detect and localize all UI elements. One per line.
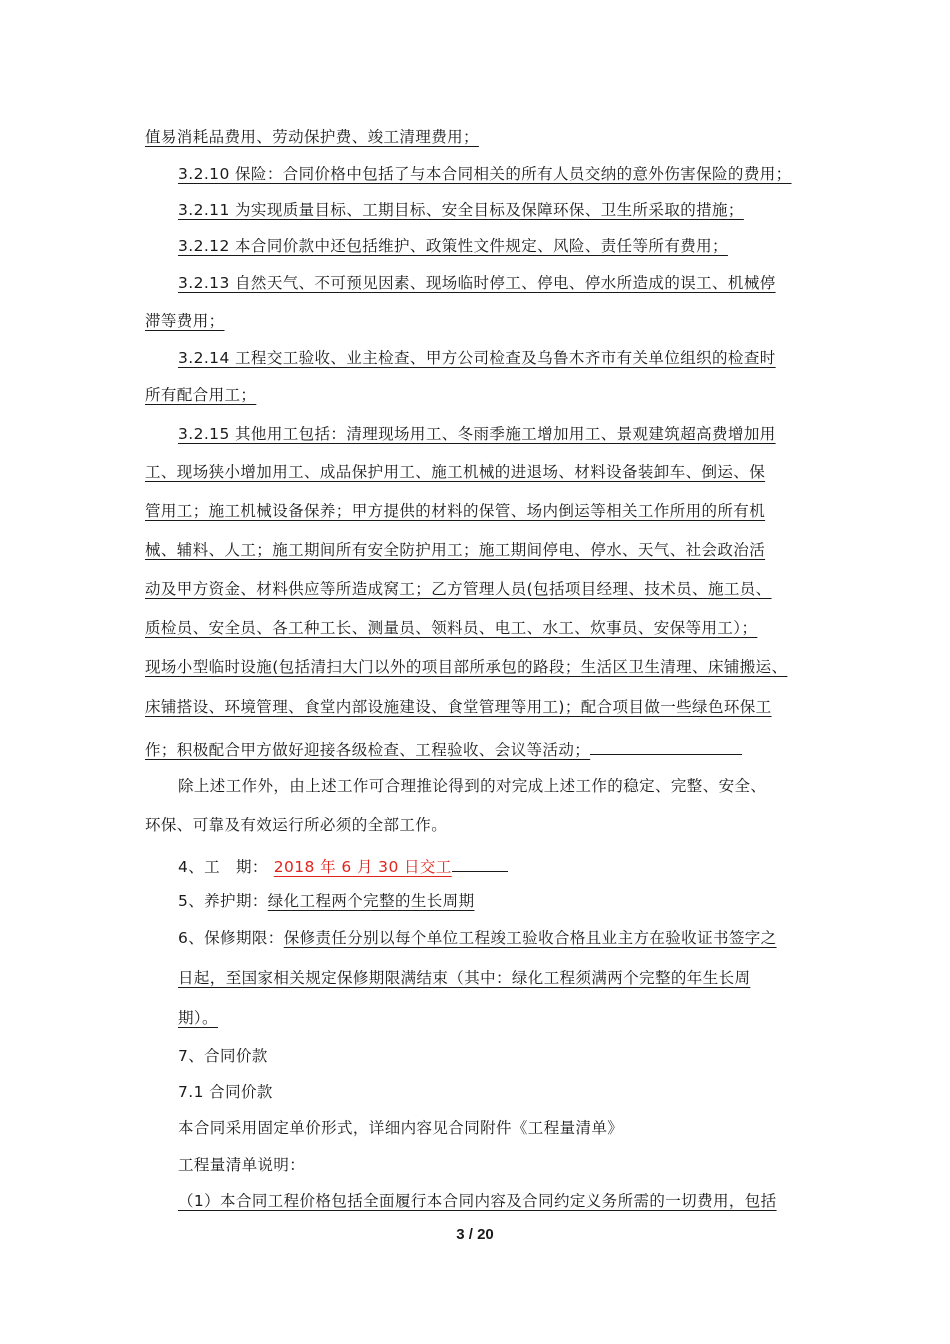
text-line bbox=[145, 736, 742, 760]
text-line: 管用工；施工机械设备保养；甲方提供的材料的保管、场内倒运等相关工作所用的所有机 bbox=[145, 502, 766, 520]
text-line: 现场小型临时设施(包括清扫大门以外的项目部所承包的路段；生活区卫生清理、床铺搬运、 bbox=[145, 658, 788, 676]
clause-3-2-12: 3.2.12 本合同价款中还包括维护、政策性文件规定、风险、责任等所有费用； bbox=[178, 237, 728, 255]
section-heading: 7、合同价款 bbox=[178, 1047, 268, 1065]
fill-line bbox=[590, 736, 742, 755]
maintenance-value: 绿化工程两个完整的生长周期 bbox=[267, 892, 475, 910]
warranty-period bbox=[178, 928, 777, 948]
clause-3-2-10: 3.2.10 保险：合同价格中包括了与本合同相关的所有人员交纳的意外伤害保险的费用； bbox=[178, 165, 792, 183]
clause-3-2-15: 3.2.15 其他用工包括：清理现场用工、冬雨季施工增加用工、景观建筑超高费增加用 bbox=[178, 425, 776, 443]
text-line: 环保、可靠及有效运行所必须的全部工作。 bbox=[145, 816, 448, 834]
text-line: 械、辅料、人工；施工期间所有安全防护用工；施工期间停电、停水、天气、社会政治活 bbox=[145, 541, 766, 559]
subsection-heading: 7.1 合同价款 bbox=[178, 1083, 273, 1101]
clause-3-2-14: 3.2.14 工程交工验收、业主检查、甲方公司检查及乌鲁木齐市有关单位组织的检查时 bbox=[178, 349, 776, 367]
clause-3-2-11: 3.2.11 为实现质量目标、工期目标、安全目标及保障环保、卫生所采取的措施； bbox=[178, 201, 744, 219]
text-line: 工、现场狭小增加用工、成品保护用工、施工机械的进退场、材料设备装卸车、倒运、保 bbox=[145, 463, 766, 481]
text-line: 日起，至国家相关规定保修期限满结束（其中：绿化工程须满两个完整的年生长周 bbox=[178, 969, 751, 987]
text-line: 床铺搭设、环境管理、食堂内部设施建设、食堂管理等用工)；配合项目做一些绿色环保工 bbox=[145, 698, 772, 716]
text-line: 期）。 bbox=[178, 1009, 218, 1027]
text-line-content: 作；积极配合甲方做好迎接各级检查、工程验收、会议等活动； bbox=[145, 741, 591, 759]
text-line: 动及甲方资金、材料供应等所造成窝工；乙方管理人员(包括项目经理、技术员、施工员、 bbox=[145, 580, 772, 598]
text-line: 工程量清单说明： bbox=[178, 1156, 306, 1174]
page-number: 3 / 20 bbox=[456, 1226, 494, 1243]
maintenance-period bbox=[178, 891, 474, 911]
text-line: 值易消耗品费用、劳动保护费、竣工清理费用； bbox=[145, 128, 479, 146]
text-line: 本合同采用固定单价形式，详细内容见合同附件《工程量清单》 bbox=[178, 1119, 624, 1137]
clause-3-2-13: 3.2.13 自然天气、不可预见因素、现场临时停工、停电、停水所造成的误工、机械停 bbox=[178, 274, 776, 292]
text-line: 滞等费用； bbox=[145, 312, 225, 330]
warranty-value: 保修责任分别以每个单位工程竣工验收合格且业主方在验收证书签字之 bbox=[283, 929, 777, 947]
warranty-label: 6、保修期限： bbox=[178, 929, 284, 947]
construction-period bbox=[178, 853, 508, 877]
text-line: 质检员、安全员、各工种工长、测量员、领料员、电工、水工、炊事员、安保等用工）； bbox=[145, 619, 758, 637]
text-line: 所有配合用工； bbox=[145, 386, 257, 404]
fill-line bbox=[452, 853, 508, 872]
text-line: （1）本合同工程价格包括全面履行本合同内容及合同约定义务所需的一切费用，包括 bbox=[178, 1192, 777, 1210]
text-line: 除上述工作外，由上述工作可合理推论得到的对完成上述工作的稳定、完整、安全、 bbox=[178, 777, 767, 795]
period-value: 2018 年 6 月 30 日交工 bbox=[273, 858, 452, 876]
period-label: 4、工 期： bbox=[178, 858, 268, 876]
maintenance-label: 5、养护期： bbox=[178, 892, 268, 910]
